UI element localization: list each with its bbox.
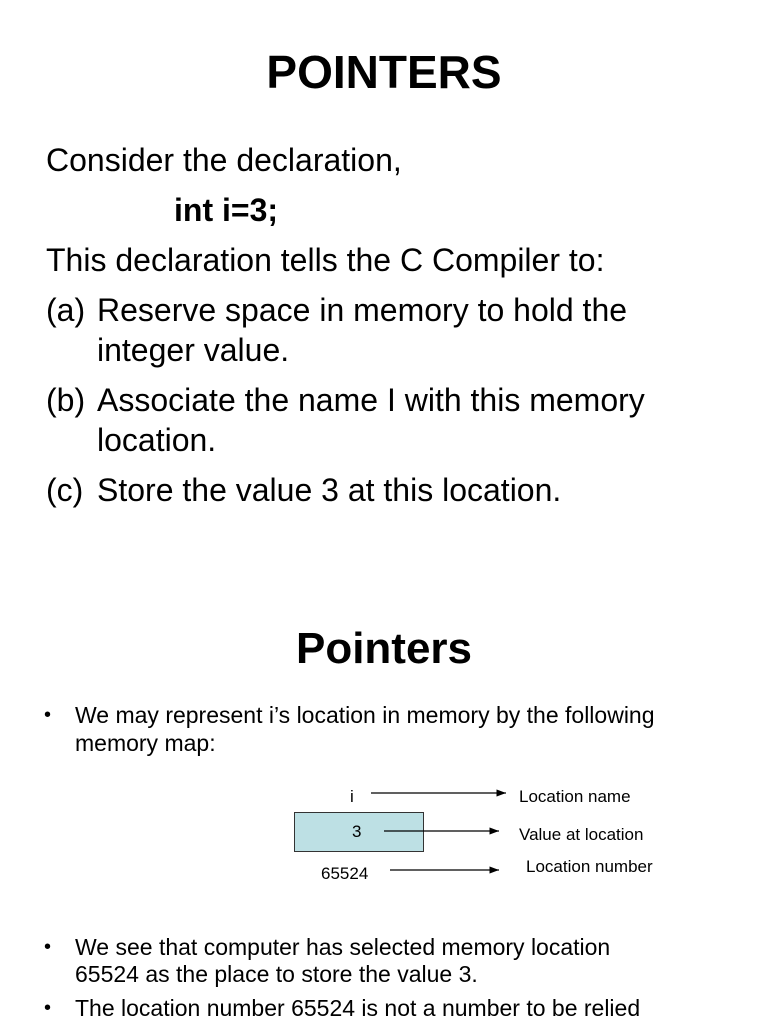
item-b-line2: location. [97, 422, 217, 458]
bullet-1-line2: memory map: [75, 730, 216, 756]
item-c-marker: (c) [46, 472, 84, 508]
value-at-location-label: Value at location [519, 825, 644, 844]
statement-text: This declaration tells the C Compiler to: [46, 242, 605, 278]
item-b-line1: Associate the name I with this memory [97, 382, 645, 418]
bullet-1-line1: We may represent i’s location in memory by the following [75, 702, 655, 728]
intro-text: Consider the declaration, [46, 142, 402, 178]
bullet-2-line1: We see that computer has selected memory location [75, 934, 611, 960]
item-a-line1: Reserve space in memory to hold the [97, 292, 628, 328]
slide2-title: Pointers [295, 624, 473, 673]
bullet-2-line2: 65524 as the place to store the value 3. [75, 961, 478, 987]
bullet-2-dot: • [44, 936, 52, 958]
code-declaration: int i=3; [174, 192, 279, 228]
item-b-marker: (b) [46, 382, 86, 418]
item-a-line2: integer value. [97, 332, 290, 368]
slide1-title: POINTERS [266, 46, 502, 98]
bullet-3-dot: • [44, 997, 52, 1019]
var-name-label: i [350, 787, 354, 806]
memory-address: 65524 [321, 864, 369, 883]
location-name-label: Location name [519, 787, 631, 806]
bullet-3-line1: The location number 65524 is not a number to be relied [75, 995, 641, 1021]
item-a-marker: (a) [46, 292, 86, 328]
bullet-1-dot: • [44, 704, 52, 726]
location-number-label: Location number [526, 857, 653, 876]
item-c-line1: Store the value 3 at this location. [97, 472, 562, 508]
memory-value: 3 [352, 822, 362, 841]
